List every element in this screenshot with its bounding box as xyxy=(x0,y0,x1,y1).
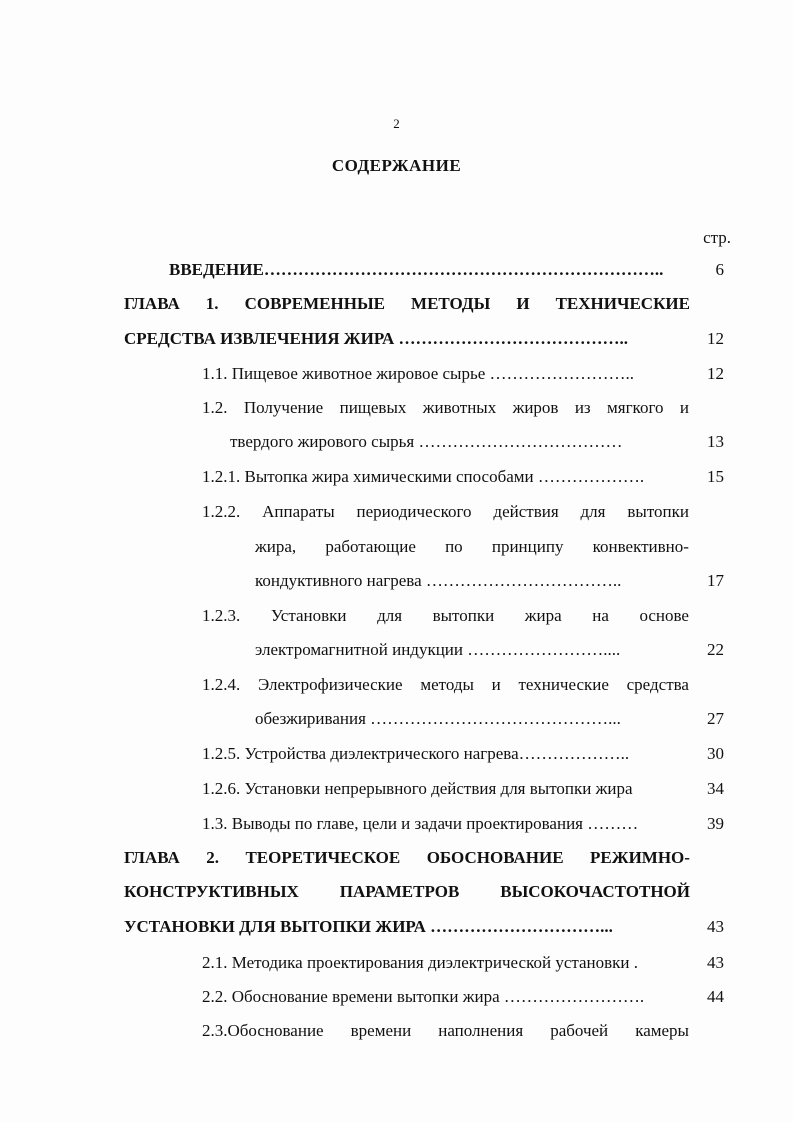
toc-text-segment: вытопки xyxy=(627,502,689,521)
toc-text-segment: кондуктивного нагрева …………………………….. xyxy=(255,571,622,590)
toc-text-segment: методы xyxy=(420,675,474,694)
toc-entry-1-2-3-line1 xyxy=(202,606,689,626)
toc-text-segment: для xyxy=(580,502,606,521)
toc-text-segment: 2.2. Обоснование времени вытопки жира ……………………. xyxy=(202,987,645,1006)
toc-text-segment: вытопки xyxy=(432,606,495,625)
toc-entry-2-1 xyxy=(202,953,638,973)
toc-entry-1-2-2-line1 xyxy=(202,502,689,522)
toc-page-number: 34 xyxy=(707,779,724,798)
toc-entry-1-2-3-line2 xyxy=(255,640,620,660)
toc-chapter-2-line3 xyxy=(124,917,613,937)
toc-text-segment: обезжиривания ……………………………………... xyxy=(255,709,621,728)
toc-page-number: 17 xyxy=(707,571,724,590)
toc-page-number: 6 xyxy=(715,260,724,279)
page-title: СОДЕРЖАНИЕ xyxy=(331,156,462,175)
toc-text-segment: КОНСТРУКТИВНЫХ xyxy=(124,882,299,901)
toc-text-segment: И xyxy=(516,294,530,313)
toc-text-segment: 1.1. Пищевое животное жировое сырье …………………….. xyxy=(202,364,635,383)
toc-page-number: 13 xyxy=(707,432,724,451)
toc-text-segment: Получение xyxy=(243,398,324,417)
toc-text-segment: 1. xyxy=(205,294,219,313)
toc-text-segment: средства xyxy=(626,675,689,694)
toc-text-segment: электромагнитной индукции …………………….... xyxy=(255,640,621,659)
toc-text-segment: ТЕХНИЧЕСКИЕ xyxy=(555,294,690,313)
toc-page-number: 27 xyxy=(707,709,724,728)
toc-text-segment: пищевых xyxy=(339,398,407,417)
toc-chapter-2-line2 xyxy=(124,882,690,902)
toc-entry-2-2 xyxy=(202,987,644,1007)
toc-text-segment: 1.2.4. xyxy=(202,675,241,694)
toc-text-segment: СРЕДСТВА ИЗВЛЕЧЕНИЯ ЖИРА ………………………………….. xyxy=(124,329,629,348)
toc-text-segment: конвективно- xyxy=(592,537,689,556)
toc-entry-1-2-2-line2 xyxy=(255,537,689,557)
toc-page-number: 44 xyxy=(707,987,724,1006)
toc-entry-2-3-line1 xyxy=(202,1021,689,1041)
toc-text-segment: МЕТОДЫ xyxy=(411,294,491,313)
toc-page-number: 30 xyxy=(707,744,724,763)
toc-entry-1-2-line1 xyxy=(202,398,689,418)
toc-text-segment: действия xyxy=(493,502,559,521)
toc-entry-1-2-1 xyxy=(202,467,644,487)
toc-entry-1-2-4-line1 xyxy=(202,675,689,695)
toc-text-segment: Электрофизические xyxy=(257,675,403,694)
toc-text-segment: по xyxy=(445,537,463,556)
toc-text-segment: 1.2.5. Устройства диэлектрического нагрева……………….. xyxy=(202,744,630,763)
page-column-label: стр. xyxy=(703,228,731,247)
toc-text-segment: животных xyxy=(422,398,497,417)
toc-entry-1-2-5 xyxy=(202,744,629,764)
toc-text-segment: 1.2.2. xyxy=(202,502,241,521)
page-number: 2 xyxy=(393,116,400,131)
toc-text-segment: работающие xyxy=(325,537,416,556)
toc-text-segment: 1.2.3. xyxy=(202,606,241,625)
toc-text-segment: твердого жирового сырья ……………………………… xyxy=(230,432,623,451)
toc-page-number: 15 xyxy=(707,467,724,486)
toc-text-segment: ОБОСНОВАНИЕ xyxy=(426,848,564,867)
toc-chapter-1-line2 xyxy=(124,329,628,349)
toc-text-segment: 1.2.1. Вытопка жира химическими способами ………………. xyxy=(202,467,645,486)
toc-entry-1-2-line2 xyxy=(230,432,622,452)
toc-entry-1-2-4-line2 xyxy=(255,709,621,729)
toc-page-number: 22 xyxy=(707,640,724,659)
toc-entry-text: ВВЕДЕНИЕ…………………………………………………………….. xyxy=(169,260,664,279)
toc-text-segment: рабочей xyxy=(550,1021,609,1040)
toc-text-segment: 1.2.6. Установки непрерывного действия для вытопки жира xyxy=(202,779,633,798)
toc-entry-intro xyxy=(169,260,663,280)
toc-text-segment: камеры xyxy=(635,1021,689,1040)
toc-page-number: 43 xyxy=(707,917,724,936)
toc-page-number: 12 xyxy=(707,364,724,383)
toc-chapter-2-line1 xyxy=(124,848,690,868)
toc-text-segment: жира, xyxy=(255,537,297,556)
toc-text-segment: Установки xyxy=(270,606,347,625)
toc-text-segment: и xyxy=(491,675,501,694)
toc-text-segment: ВЫСОКОЧАСТОТНОЙ xyxy=(500,882,690,901)
toc-text-segment: 2. xyxy=(206,848,219,867)
toc-text-segment: 2.1. Методика проектирования диэлектрической установки . xyxy=(202,953,639,972)
toc-text-segment: на xyxy=(592,606,609,625)
toc-text-segment: ГЛАВА xyxy=(124,848,180,867)
toc-text-segment: жира xyxy=(524,606,562,625)
toc-text-segment: 1.3. Выводы по главе, цели и задачи проектирования ……… xyxy=(202,814,639,833)
toc-text-segment: УСТАНОВКИ ДЛЯ ВЫТОПКИ ЖИРА …………………………... xyxy=(124,917,613,936)
toc-text-segment: ТЕОРЕТИЧЕСКОЕ xyxy=(245,848,401,867)
toc-text-segment: Аппараты xyxy=(262,502,335,521)
toc-text-segment: наполнения xyxy=(438,1021,524,1040)
toc-chapter-1-line1 xyxy=(124,294,690,314)
toc-text-segment: СОВРЕМЕННЫЕ xyxy=(244,294,385,313)
toc-page-number: 43 xyxy=(707,953,724,972)
toc-text-segment: принципу xyxy=(491,537,564,556)
toc-text-segment: РЕЖИМНО- xyxy=(590,848,690,867)
toc-page-number: 39 xyxy=(707,814,724,833)
toc-text-segment: основе xyxy=(639,606,689,625)
toc-text-segment: и xyxy=(679,398,689,417)
toc-text-segment: мягкого xyxy=(607,398,664,417)
toc-text-segment: периодического xyxy=(356,502,472,521)
toc-entry-1-2-2-line3 xyxy=(255,571,621,591)
toc-text-segment: ПАРАМЕТРОВ xyxy=(339,882,460,901)
toc-text-segment: 1.2. xyxy=(202,398,228,417)
toc-entry-1-3 xyxy=(202,814,638,834)
toc-entry-1-2-6 xyxy=(202,779,633,799)
toc-text-segment: технические xyxy=(518,675,609,694)
toc-text-segment: жиров xyxy=(512,398,559,417)
toc-text-segment: времени xyxy=(350,1021,412,1040)
toc-text-segment: для xyxy=(377,606,403,625)
toc-page-number: 12 xyxy=(707,329,724,348)
toc-text-segment: из xyxy=(574,398,591,417)
toc-text-segment: 2.3.Обоснование xyxy=(202,1021,324,1040)
toc-text-segment: ГЛАВА xyxy=(124,294,180,313)
toc-entry-1-1 xyxy=(202,364,634,384)
